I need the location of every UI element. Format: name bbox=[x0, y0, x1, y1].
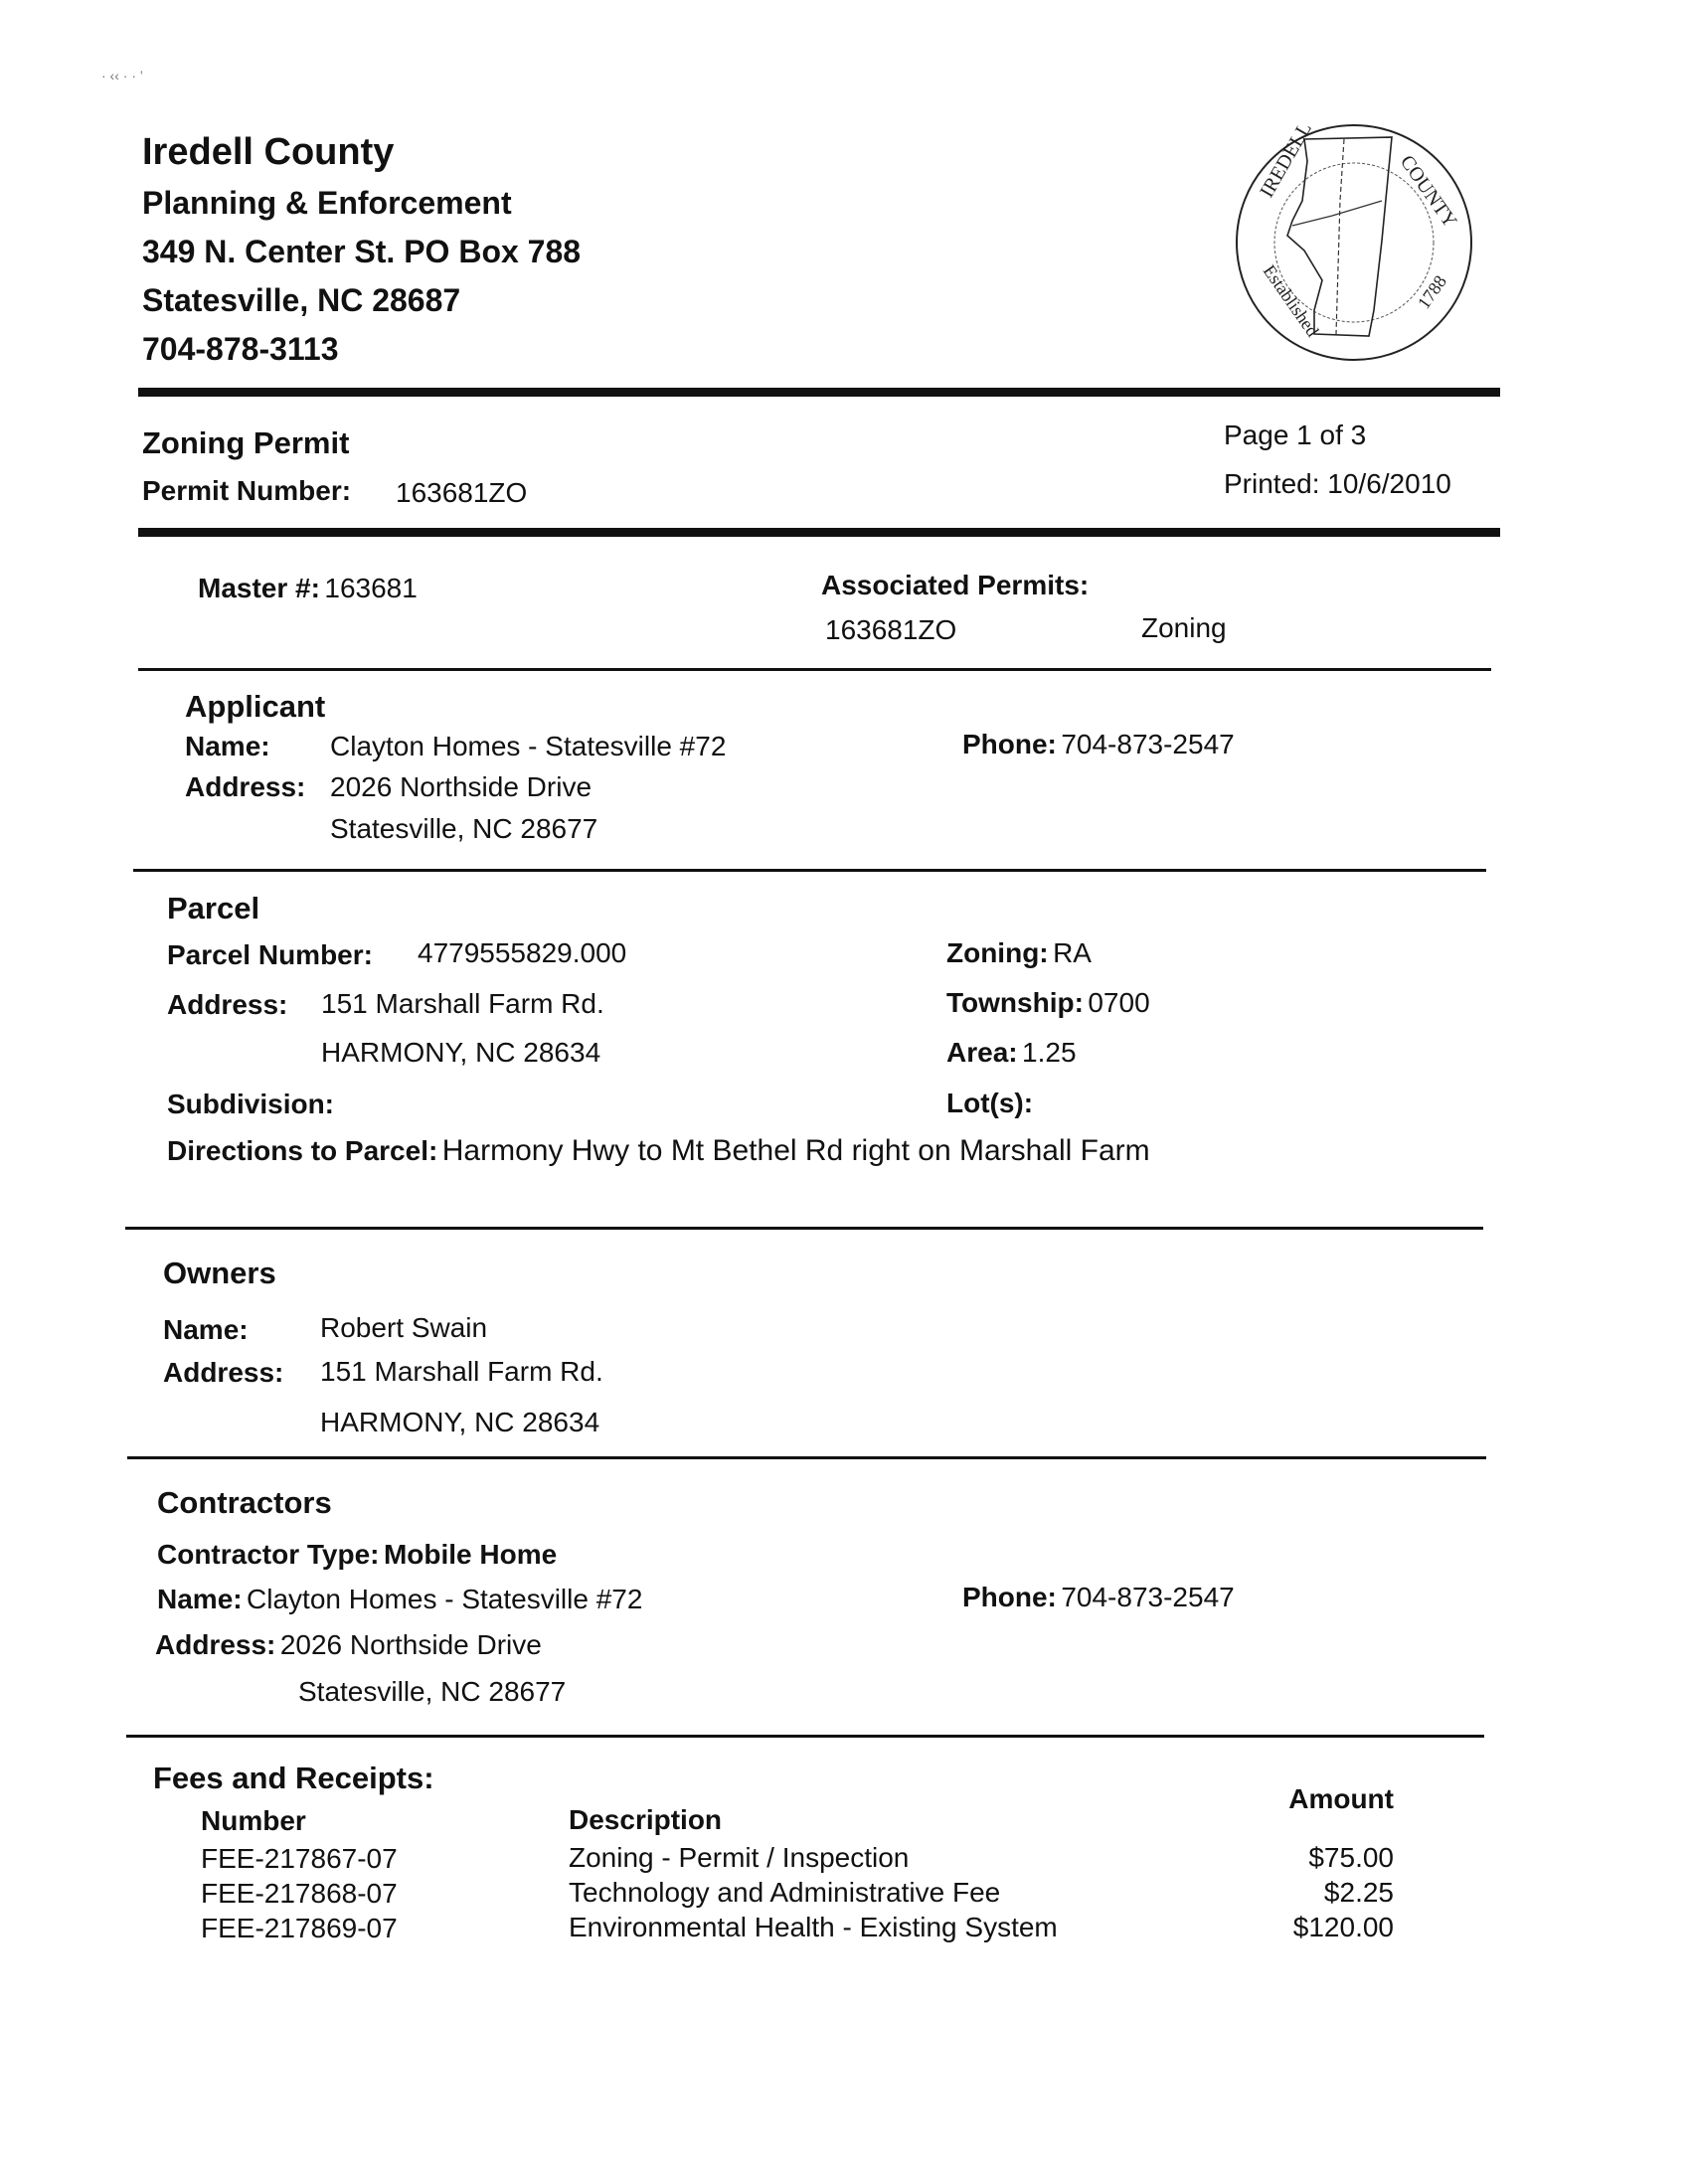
contractor-name-value: Clayton Homes - Statesville #72 bbox=[247, 1584, 643, 1614]
page-indicator: Page 1 of 3 bbox=[1224, 420, 1367, 450]
fee-row-amount: $2.25 bbox=[1323, 1877, 1394, 1908]
header-divider bbox=[138, 388, 1500, 397]
applicant-phone bbox=[962, 731, 1235, 758]
parcel-number: 4779555829.000 bbox=[418, 937, 627, 968]
county-seal-icon bbox=[1233, 121, 1475, 364]
contractor-type-value: Mobile Home bbox=[383, 1539, 558, 1570]
associated-permit-number: 163681ZO bbox=[825, 614, 957, 645]
directions-label: Directions to Parcel: bbox=[167, 1135, 438, 1166]
applicant-address-line1: 2026 Northside Drive bbox=[330, 771, 593, 802]
section-divider bbox=[138, 668, 1491, 671]
parcel-address-line2: HARMONY, NC 28634 bbox=[321, 1037, 601, 1068]
lots-label: Lot(s): bbox=[946, 1088, 1034, 1118]
fee-row-description: Technology and Administrative Fee bbox=[569, 1877, 1001, 1908]
associated-permits-label: Associated Permits: bbox=[821, 570, 1090, 600]
subdivision-label: Subdivision: bbox=[167, 1089, 334, 1119]
contractor-address-line2: Statesville, NC 28677 bbox=[298, 1676, 567, 1707]
contractor-address-line1: 2026 Northside Drive bbox=[279, 1629, 542, 1660]
org-street: 349 N. Center St. PO Box 788 bbox=[142, 234, 582, 269]
org-city: Statesville, NC 28687 bbox=[142, 282, 461, 318]
parcel-zoning bbox=[946, 939, 1092, 967]
svg-text:COUNTY: COUNTY bbox=[1395, 151, 1461, 233]
printed-date: Printed: 10/6/2010 bbox=[1224, 468, 1451, 499]
permit-number-label: Permit Number: bbox=[142, 475, 352, 506]
owner-address-line1: 151 Marshall Farm Rd. bbox=[320, 1356, 603, 1387]
org-phone: 704-878-3113 bbox=[142, 331, 339, 367]
fee-row-amount: $75.00 bbox=[1308, 1842, 1394, 1873]
contractor-address bbox=[155, 1631, 542, 1659]
contractor-phone bbox=[962, 1584, 1235, 1611]
parcel-number-label: Parcel Number: bbox=[167, 939, 373, 970]
svg-text:1788: 1788 bbox=[1413, 271, 1450, 313]
parcel-address-line1: 151 Marshall Farm Rd. bbox=[321, 988, 604, 1019]
associated-permit-type: Zoning bbox=[1141, 612, 1227, 643]
parcel-heading: Parcel bbox=[167, 891, 260, 925]
contractor-phone-value: 704-873-2547 bbox=[1061, 1582, 1235, 1612]
scan-artifact: · ‹‹ · · ‛ bbox=[101, 68, 143, 84]
zoning-label: Zoning: bbox=[946, 937, 1049, 968]
township-value: 0700 bbox=[1088, 987, 1150, 1018]
section-divider bbox=[133, 869, 1486, 872]
svg-text:Established: Established bbox=[1259, 260, 1323, 341]
master-number bbox=[198, 575, 418, 602]
applicant-phone-value: 704-873-2547 bbox=[1061, 729, 1235, 759]
contractor-address-label: Address: bbox=[155, 1629, 276, 1660]
parcel-address-label: Address: bbox=[167, 989, 288, 1020]
zoning-value: RA bbox=[1053, 937, 1092, 968]
owner-name: Robert Swain bbox=[320, 1312, 488, 1343]
master-value: 163681 bbox=[324, 573, 418, 603]
permit-divider bbox=[138, 528, 1500, 537]
applicant-address-label: Address: bbox=[185, 771, 306, 802]
parcel-area bbox=[946, 1039, 1077, 1067]
directions-value: Harmony Hwy to Mt Bethel Rd right on Marshall Farm bbox=[441, 1134, 1150, 1167]
section-divider bbox=[127, 1456, 1486, 1459]
owner-address-label: Address: bbox=[163, 1357, 284, 1388]
org-name: Iredell County bbox=[142, 131, 395, 173]
contractor-phone-label: Phone: bbox=[962, 1582, 1057, 1612]
master-label: Master #: bbox=[198, 573, 320, 603]
owner-name-label: Name: bbox=[163, 1314, 249, 1345]
section-divider bbox=[126, 1735, 1484, 1738]
permit-title: Zoning Permit bbox=[142, 425, 350, 460]
applicant-heading: Applicant bbox=[185, 689, 326, 724]
fees-col-amount: Amount bbox=[1288, 1783, 1394, 1814]
applicant-name-label: Name: bbox=[185, 731, 270, 761]
fees-col-description: Description bbox=[569, 1804, 723, 1835]
department: Planning & Enforcement bbox=[142, 185, 512, 221]
owners-heading: Owners bbox=[163, 1256, 276, 1290]
fee-row-number: FEE-217867-07 bbox=[201, 1843, 398, 1874]
fee-row-description: Zoning - Permit / Inspection bbox=[569, 1842, 910, 1873]
parcel-township bbox=[946, 989, 1150, 1017]
fee-row-number: FEE-217869-07 bbox=[201, 1913, 398, 1943]
contractor-name-label: Name: bbox=[157, 1584, 243, 1614]
fee-row-description: Environmental Health - Existing System bbox=[569, 1912, 1058, 1942]
contractor-type-label: Contractor Type: bbox=[157, 1539, 380, 1570]
fees-col-number: Number bbox=[201, 1805, 306, 1836]
svg-text:IREDELL: IREDELL bbox=[1256, 121, 1316, 202]
applicant-name: Clayton Homes - Statesville #72 bbox=[330, 731, 727, 761]
permit-number-value: 163681ZO bbox=[396, 477, 528, 508]
fees-heading: Fees and Receipts: bbox=[153, 1761, 434, 1795]
fee-row-amount: $120.00 bbox=[1292, 1912, 1394, 1942]
contractor-name bbox=[157, 1586, 642, 1613]
directions bbox=[167, 1136, 1150, 1166]
section-divider bbox=[125, 1227, 1483, 1230]
contractor-type bbox=[157, 1541, 557, 1569]
applicant-address-line2: Statesville, NC 28677 bbox=[330, 813, 598, 844]
owner-address-line2: HARMONY, NC 28634 bbox=[320, 1407, 600, 1437]
area-value: 1.25 bbox=[1022, 1037, 1077, 1068]
contractors-heading: Contractors bbox=[157, 1485, 332, 1520]
township-label: Township: bbox=[946, 987, 1084, 1018]
area-label: Area: bbox=[946, 1037, 1018, 1068]
fee-row-number: FEE-217868-07 bbox=[201, 1878, 398, 1909]
applicant-phone-label: Phone: bbox=[962, 729, 1057, 759]
